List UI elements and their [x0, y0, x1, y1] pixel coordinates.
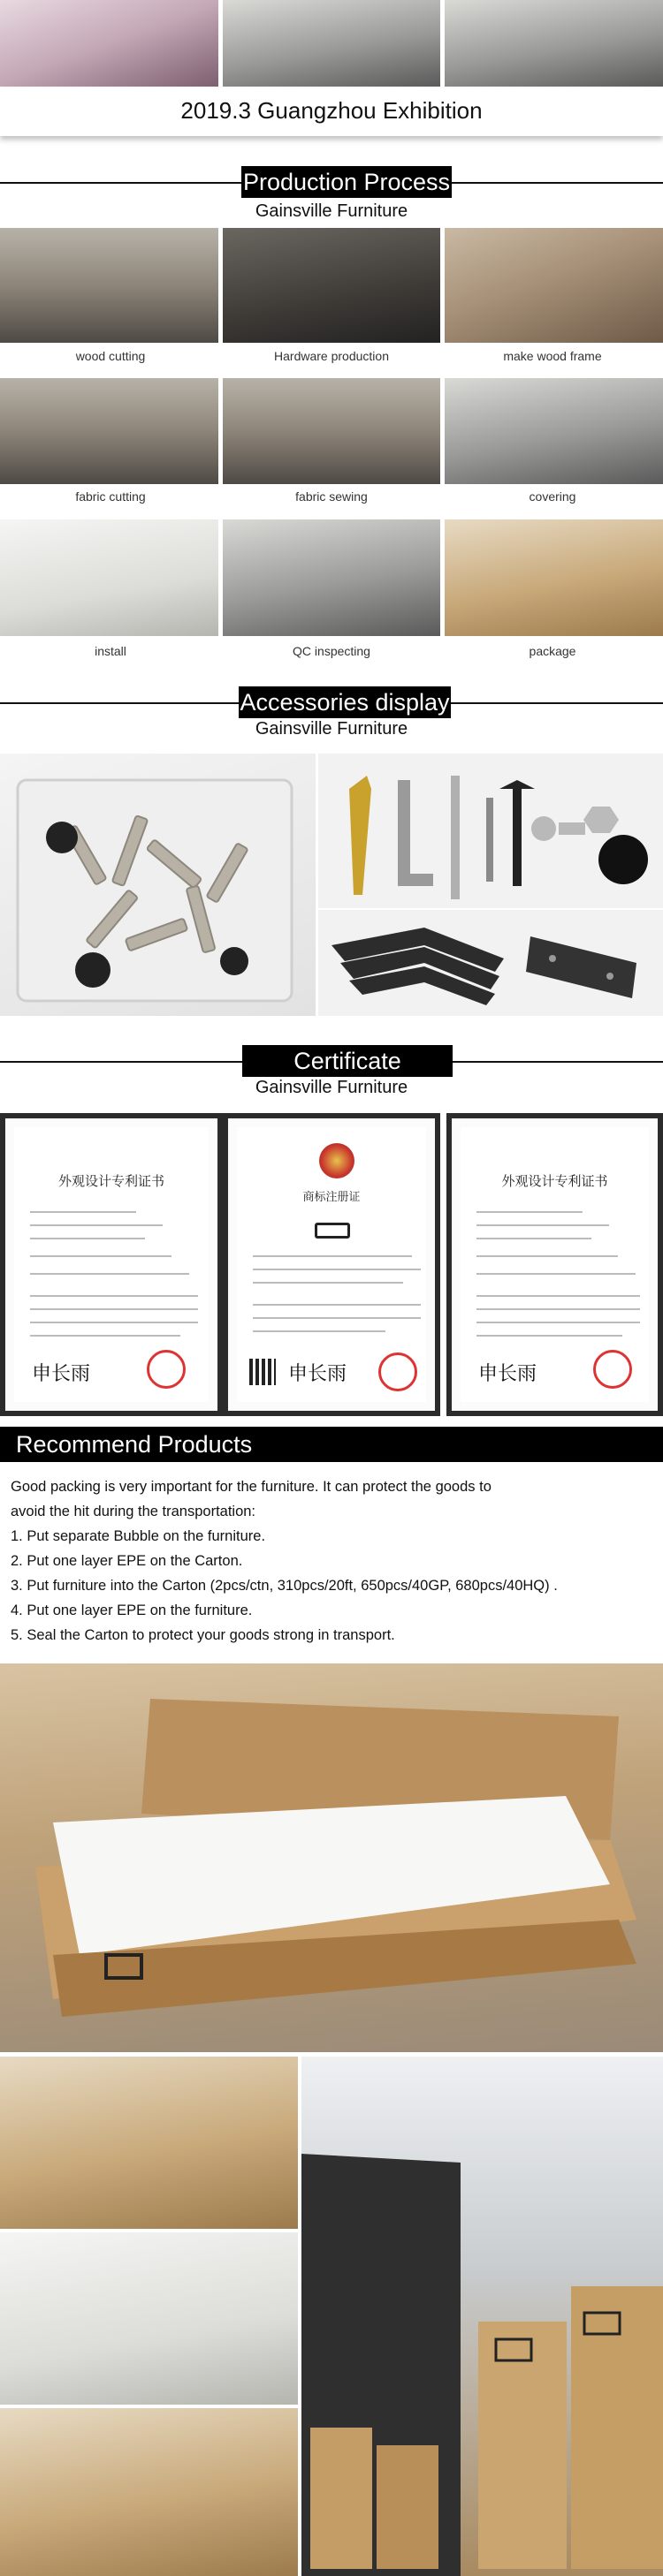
national-emblem-icon: [319, 1143, 354, 1178]
photo-install: [0, 519, 218, 636]
packing-step: 3. Put furniture into the Carton (2pcs/ctn, 310pcs/20ft, 650pcs/40GP, 680pcs/40HQ) .: [11, 1578, 558, 1594]
production-title: Production Process: [241, 166, 452, 198]
exhibition-title: 2019.3 Guangzhou Exhibition: [180, 97, 483, 124]
packing-step: 1. Put separate Bubble on the furniture.: [11, 1528, 266, 1544]
certificate-signature: 申长雨: [288, 1363, 347, 1385]
packing-intro-line-1: Good packing is very important for the furniture. It can protect the goods to: [11, 1479, 492, 1495]
certificate-card: [223, 1113, 440, 1416]
packing-intro-line-2: avoid the hit during the transportation:: [11, 1504, 256, 1519]
certificate-subtitle: Gainsville Furniture: [255, 1078, 408, 1097]
caption-step: install: [95, 644, 126, 658]
photo-qc-inspecting: [223, 519, 440, 636]
caption-step: covering: [529, 489, 576, 504]
exhibition-photo-2: [223, 0, 440, 87]
certificate-card: [446, 1113, 663, 1416]
certificate-seal: [147, 1350, 186, 1389]
caption-step: fabric sewing: [295, 489, 368, 504]
packing-step: 2. Put one layer EPE on the Carton.: [11, 1553, 243, 1569]
photo-wood-cutting: [0, 228, 218, 343]
certificate-seal: [593, 1350, 632, 1389]
photo-make-wood-frame: [445, 228, 663, 343]
photo-screw-bag: [0, 754, 316, 1016]
caption-step: fabric cutting: [75, 489, 146, 504]
photo-metal-brackets: [318, 910, 663, 1016]
packing-step: 5. Seal the Carton to protect your goods strong in transport.: [11, 1627, 395, 1643]
production-subtitle: Gainsville Furniture: [255, 201, 408, 221]
certificate-title: Certificate: [242, 1045, 453, 1077]
caption-step: make wood frame: [503, 349, 602, 363]
certificate-signature: 申长雨: [478, 1363, 537, 1385]
certificate-card: [0, 1113, 223, 1416]
accessories-subtitle: Gainsville Furniture: [255, 719, 408, 739]
caption-step: package: [529, 644, 576, 658]
exhibition-photo-1: [0, 0, 218, 87]
certificate-heading: 外观设计专利证书: [57, 1173, 164, 1189]
caption-step: Hardware production: [274, 349, 389, 363]
exhibition-photo-3: [445, 0, 663, 87]
accessories-title: Accessories display: [239, 686, 451, 718]
photo-package: [445, 519, 663, 636]
photo-fabric-cutting: [0, 378, 218, 484]
caption-step: QC inspecting: [293, 644, 370, 658]
photo-container-loading: [301, 2057, 663, 2576]
packing-step: 4. Put one layer EPE on the furniture.: [11, 1602, 253, 1618]
photo-covering: [445, 378, 663, 484]
certificate-seal: [378, 1352, 417, 1391]
caption-step: wood cutting: [75, 349, 146, 363]
trademark-logo-icon: [315, 1223, 350, 1239]
recommend-title: Recommend Products: [16, 1431, 253, 1458]
photo-hardware-tools: [318, 754, 663, 908]
certificate-heading: 商标注册证: [302, 1191, 361, 1204]
photo-packing-carton: [0, 1663, 663, 2052]
photo-packing-cartons: [0, 2408, 298, 2576]
photo-hardware-production: [223, 228, 440, 343]
certificate-signature: 申长雨: [32, 1363, 91, 1385]
photo-packing-foam: [0, 2232, 298, 2405]
photo-fabric-sewing: [223, 378, 440, 484]
qr-code-icon: [249, 1359, 276, 1385]
certificate-heading: 外观设计专利证书: [501, 1173, 608, 1189]
photo-packing-pallet: [0, 2057, 298, 2229]
